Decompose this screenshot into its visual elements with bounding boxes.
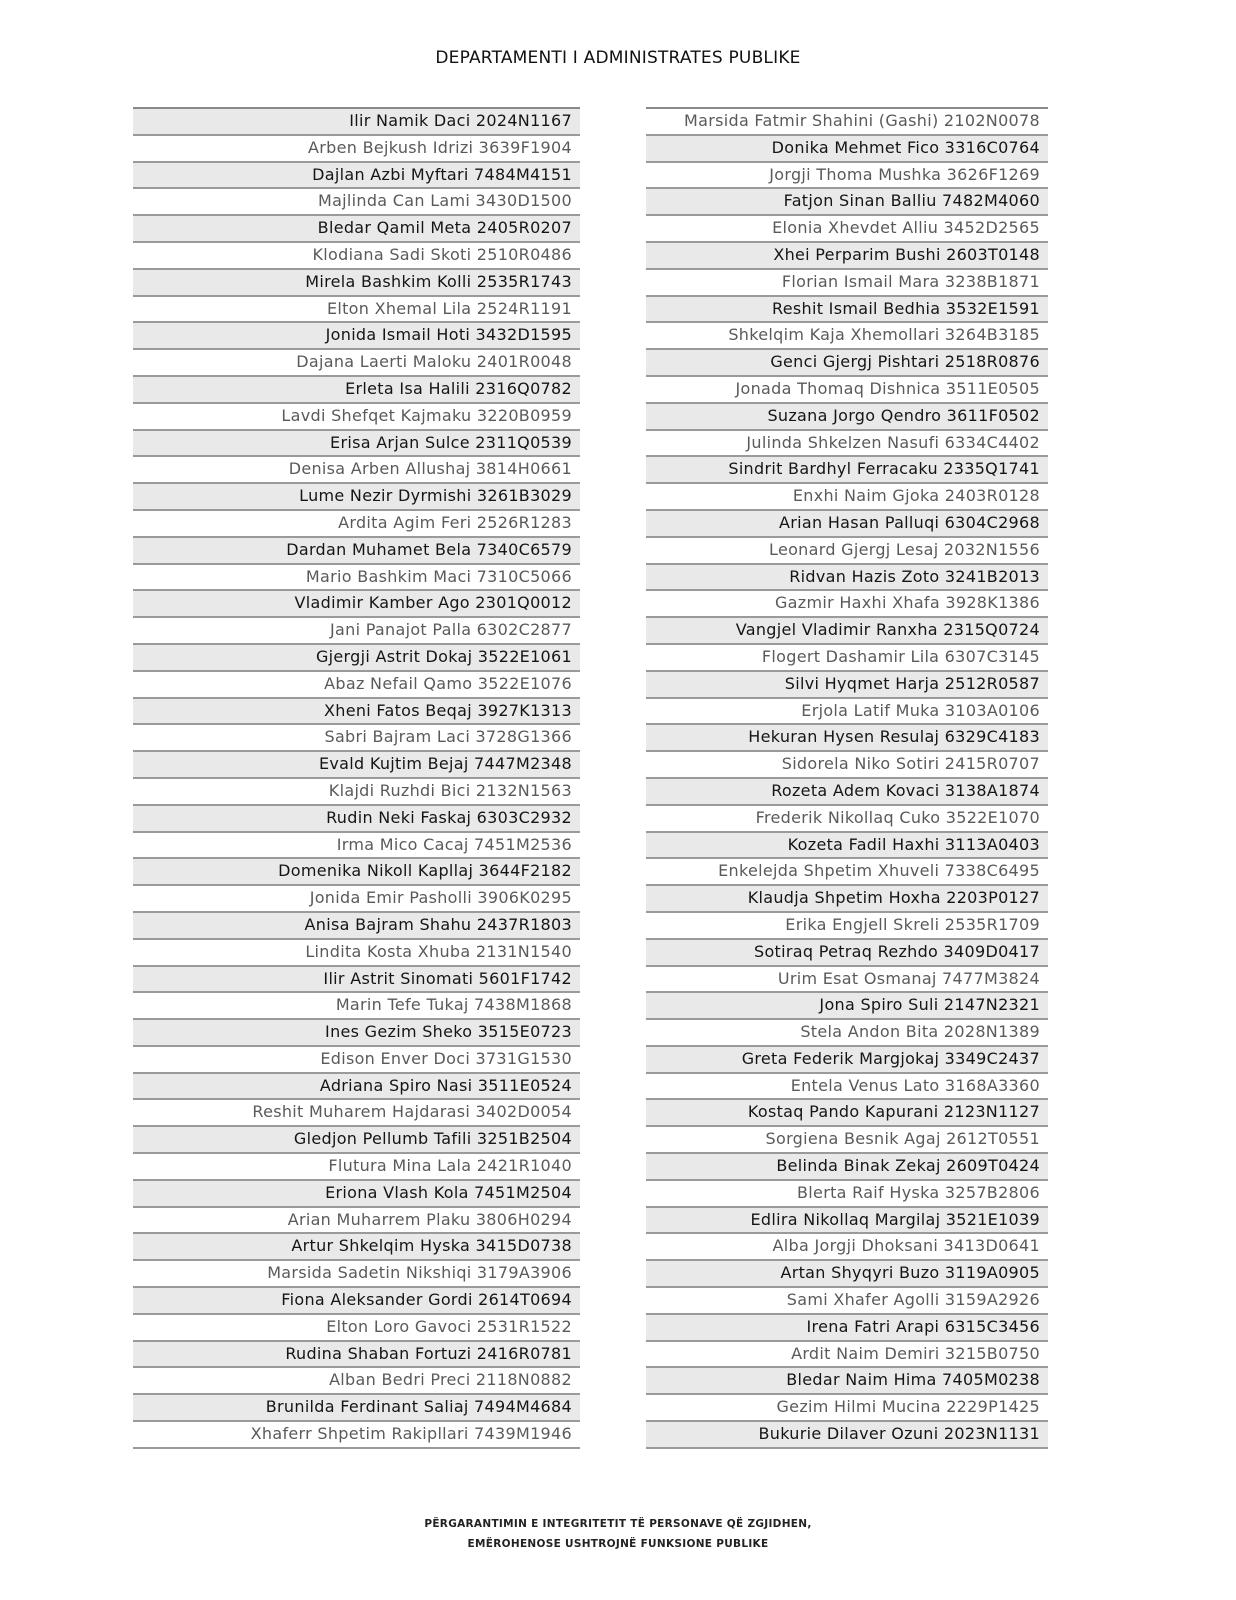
list-item: Edlira Nikollaq Margilaj 3521E1039 bbox=[646, 1208, 1048, 1235]
list-item: Majlinda Can Lami 3430D1500 bbox=[133, 189, 580, 216]
list-item: Anisa Bajram Shahu 2437R1803 bbox=[133, 913, 580, 940]
list-item: Edison Enver Doci 3731G1530 bbox=[133, 1047, 580, 1074]
list-item: Donika Mehmet Fico 3316C0764 bbox=[646, 136, 1048, 163]
list-item: Fiona Aleksander Gordi 2614T0694 bbox=[133, 1288, 580, 1315]
left-name-list bbox=[133, 107, 580, 1449]
list-item: Jona Spiro Suli 2147N2321 bbox=[646, 993, 1048, 1020]
footer-line-2: EMËROHENOSE USHTROJNË FUNKSIONE PUBLIKE bbox=[467, 1538, 769, 1550]
list-item: Rudina Shaban Fortuzi 2416R0781 bbox=[133, 1342, 580, 1369]
list-item: Xheni Fatos Beqaj 3927K1313 bbox=[133, 699, 580, 726]
list-item: Flogert Dashamir Lila 6307C3145 bbox=[646, 645, 1048, 672]
list-item: Fatjon Sinan Balliu 7482M4060 bbox=[646, 189, 1048, 216]
list-item: Julinda Shkelzen Nasufi 6334C4402 bbox=[646, 431, 1048, 458]
list-item: Gazmir Haxhi Xhafa 3928K1386 bbox=[646, 591, 1048, 618]
list-item: Elton Loro Gavoci 2531R1522 bbox=[133, 1315, 580, 1342]
list-item: Mario Bashkim Maci 7310C5066 bbox=[133, 565, 580, 592]
list-item: Reshit Ismail Bedhia 3532E1591 bbox=[646, 297, 1048, 324]
list-item: Marsida Fatmir Shahini (Gashi) 2102N0078 bbox=[646, 109, 1048, 136]
list-item: Florian Ismail Mara 3238B1871 bbox=[646, 270, 1048, 297]
list-item: Lindita Kosta Xhuba 2131N1540 bbox=[133, 940, 580, 967]
list-item: Erleta Isa Halili 2316Q0782 bbox=[133, 377, 580, 404]
list-item: Dajana Laerti Maloku 2401R0048 bbox=[133, 350, 580, 377]
list-item: Stela Andon Bita 2028N1389 bbox=[646, 1020, 1048, 1047]
list-item: Alban Bedri Preci 2118N0882 bbox=[133, 1368, 580, 1395]
list-item: Silvi Hyqmet Harja 2512R0587 bbox=[646, 672, 1048, 699]
list-item: Dajlan Azbi Myftari 7484M4151 bbox=[133, 163, 580, 190]
list-item: Marin Tefe Tukaj 7438M1868 bbox=[133, 993, 580, 1020]
list-item: Sotiraq Petraq Rezhdo 3409D0417 bbox=[646, 940, 1048, 967]
list-item: Greta Federik Margjokaj 3349C2437 bbox=[646, 1047, 1048, 1074]
list-item: Ardit Naim Demiri 3215B0750 bbox=[646, 1342, 1048, 1369]
list-item: Genci Gjergj Pishtari 2518R0876 bbox=[646, 350, 1048, 377]
list-item: Jonida Ismail Hoti 3432D1595 bbox=[133, 323, 580, 350]
list-item: Gezim Hilmi Mucina 2229P1425 bbox=[646, 1395, 1048, 1422]
list-item: Enkelejda Shpetim Xhuveli 7338C6495 bbox=[646, 859, 1048, 886]
list-item: Gledjon Pellumb Tafili 3251B2504 bbox=[133, 1127, 580, 1154]
list-item: Sami Xhafer Agolli 3159A2926 bbox=[646, 1288, 1048, 1315]
list-item: Gjergji Astrit Dokaj 3522E1061 bbox=[133, 645, 580, 672]
list-item: Erisa Arjan Sulce 2311Q0539 bbox=[133, 431, 580, 458]
list-item: Irena Fatri Arapi 6315C3456 bbox=[646, 1315, 1048, 1342]
list-item: Xhaferr Shpetim Rakipllari 7439M1946 bbox=[133, 1422, 580, 1449]
list-item: Ardita Agim Feri 2526R1283 bbox=[133, 511, 580, 538]
list-item: Bukurie Dilaver Ozuni 2023N1131 bbox=[646, 1422, 1048, 1449]
list-item: Arian Hasan Palluqi 6304C2968 bbox=[646, 511, 1048, 538]
list-item: Jani Panajot Palla 6302C2877 bbox=[133, 618, 580, 645]
list-item: Ilir Namik Daci 2024N1167 bbox=[133, 109, 580, 136]
right-name-list bbox=[646, 107, 1048, 1449]
list-item: Reshit Muharem Hajdarasi 3402D0054 bbox=[133, 1100, 580, 1127]
list-item: Domenika Nikoll Kapllaj 3644F2182 bbox=[133, 859, 580, 886]
list-item: Sorgiena Besnik Agaj 2612T0551 bbox=[646, 1127, 1048, 1154]
list-item: Bledar Qamil Meta 2405R0207 bbox=[133, 216, 580, 243]
list-item: Erika Engjell Skreli 2535R1709 bbox=[646, 913, 1048, 940]
list-item: Xhei Perparim Bushi 2603T0148 bbox=[646, 243, 1048, 270]
list-item: Kozeta Fadil Haxhi 3113A0403 bbox=[646, 833, 1048, 860]
list-item: Artan Shyqyri Buzo 3119A0905 bbox=[646, 1261, 1048, 1288]
list-item: Arian Muharrem Plaku 3806H0294 bbox=[133, 1208, 580, 1235]
list-item: Marsida Sadetin Nikshiqi 3179A3906 bbox=[133, 1261, 580, 1288]
list-item: Shkelqim Kaja Xhemollari 3264B3185 bbox=[646, 323, 1048, 350]
list-item: Rozeta Adem Kovaci 3138A1874 bbox=[646, 779, 1048, 806]
list-item: Bledar Naim Hima 7405M0238 bbox=[646, 1368, 1048, 1395]
list-item: Mirela Bashkim Kolli 2535R1743 bbox=[133, 270, 580, 297]
list-item: Klajdi Ruzhdi Bici 2132N1563 bbox=[133, 779, 580, 806]
list-item: Alba Jorgji Dhoksani 3413D0641 bbox=[646, 1234, 1048, 1261]
list-item: Urim Esat Osmanaj 7477M3824 bbox=[646, 967, 1048, 994]
list-item: Vangjel Vladimir Ranxha 2315Q0724 bbox=[646, 618, 1048, 645]
list-item: Artur Shkelqim Hyska 3415D0738 bbox=[133, 1234, 580, 1261]
list-item: Erjola Latif Muka 3103A0106 bbox=[646, 699, 1048, 726]
list-item: Klaudja Shpetim Hoxha 2203P0127 bbox=[646, 886, 1048, 913]
list-item: Ridvan Hazis Zoto 3241B2013 bbox=[646, 565, 1048, 592]
list-item: Denisa Arben Allushaj 3814H0661 bbox=[133, 457, 580, 484]
list-item: Enxhi Naim Gjoka 2403R0128 bbox=[646, 484, 1048, 511]
list-item: Kostaq Pando Kapurani 2123N1127 bbox=[646, 1100, 1048, 1127]
list-item: Adriana Spiro Nasi 3511E0524 bbox=[133, 1074, 580, 1101]
list-item: Ines Gezim Sheko 3515E0723 bbox=[133, 1020, 580, 1047]
list-item: Lavdi Shefqet Kajmaku 3220B0959 bbox=[133, 404, 580, 431]
footer-line-1: PËRGARANTIMIN E INTEGRITETIT TË PERSONAVE QË ZGJIDHEN, bbox=[424, 1518, 812, 1530]
list-item: Brunilda Ferdinant Saliaj 7494M4684 bbox=[133, 1395, 580, 1422]
list-item: Evald Kujtim Bejaj 7447M2348 bbox=[133, 752, 580, 779]
list-item: Jonida Emir Pasholli 3906K0295 bbox=[133, 886, 580, 913]
list-item: Sindrit Bardhyl Ferracaku 2335Q1741 bbox=[646, 457, 1048, 484]
list-item: Elonia Xhevdet Alliu 3452D2565 bbox=[646, 216, 1048, 243]
page-title: DEPARTAMENTI I ADMINISTRATES PUBLIKE bbox=[435, 48, 801, 68]
list-item: Ilir Astrit Sinomati 5601F1742 bbox=[133, 967, 580, 994]
list-item: Elton Xhemal Lila 2524R1191 bbox=[133, 297, 580, 324]
list-item: Dardan Muhamet Bela 7340C6579 bbox=[133, 538, 580, 565]
list-item: Jorgji Thoma Mushka 3626F1269 bbox=[646, 163, 1048, 190]
list-item: Rudin Neki Faskaj 6303C2932 bbox=[133, 806, 580, 833]
list-item: Irma Mico Cacaj 7451M2536 bbox=[133, 833, 580, 860]
footer bbox=[0, 1514, 1236, 1554]
list-item: Klodiana Sadi Skoti 2510R0486 bbox=[133, 243, 580, 270]
list-item: Suzana Jorgo Qendro 3611F0502 bbox=[646, 404, 1048, 431]
list-item: Belinda Binak Zekaj 2609T0424 bbox=[646, 1154, 1048, 1181]
list-item: Flutura Mina Lala 2421R1040 bbox=[133, 1154, 580, 1181]
list-item: Blerta Raif Hyska 3257B2806 bbox=[646, 1181, 1048, 1208]
list-item: Leonard Gjergj Lesaj 2032N1556 bbox=[646, 538, 1048, 565]
list-item: Vladimir Kamber Ago 2301Q0012 bbox=[133, 591, 580, 618]
list-item: Hekuran Hysen Resulaj 6329C4183 bbox=[646, 725, 1048, 752]
list-item: Frederik Nikollaq Cuko 3522E1070 bbox=[646, 806, 1048, 833]
list-item: Abaz Nefail Qamo 3522E1076 bbox=[133, 672, 580, 699]
list-item: Entela Venus Lato 3168A3360 bbox=[646, 1074, 1048, 1101]
list-item: Lume Nezir Dyrmishi 3261B3029 bbox=[133, 484, 580, 511]
list-item: Sabri Bajram Laci 3728G1366 bbox=[133, 725, 580, 752]
list-item: Sidorela Niko Sotiri 2415R0707 bbox=[646, 752, 1048, 779]
list-item: Eriona Vlash Kola 7451M2504 bbox=[133, 1181, 580, 1208]
list-item: Arben Bejkush Idrizi 3639F1904 bbox=[133, 136, 580, 163]
list-item: Jonada Thomaq Dishnica 3511E0505 bbox=[646, 377, 1048, 404]
